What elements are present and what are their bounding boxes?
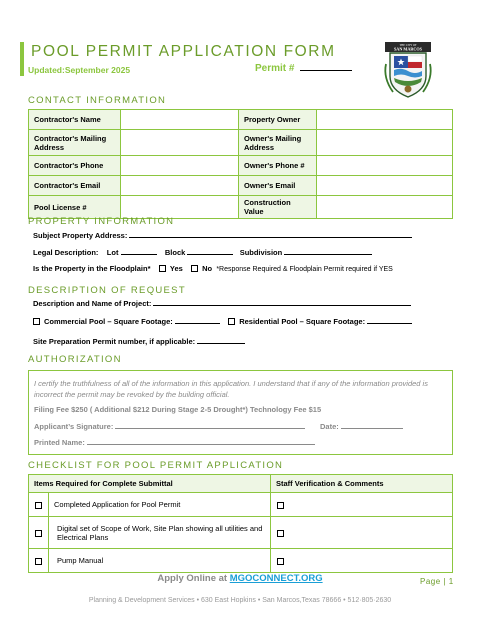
authorization-section-heading: AUTHORIZATION xyxy=(28,354,122,365)
commercial-pool-label: Commercial Pool – Square Footage: xyxy=(44,317,173,326)
item-checkbox-cell xyxy=(29,517,49,549)
floodplain-yes-checkbox[interactable] xyxy=(159,265,166,272)
table-row xyxy=(29,549,453,573)
authorization-box xyxy=(28,370,453,455)
subject-address-row xyxy=(33,231,412,240)
contractor-phone-field[interactable] xyxy=(121,156,239,176)
printed-name-row xyxy=(34,438,447,447)
staff-1-checkbox[interactable] xyxy=(277,502,284,509)
legal-description-label: Legal Description: xyxy=(33,248,99,257)
staff-2-comment-field[interactable] xyxy=(291,517,453,549)
date-label: Date: xyxy=(320,422,339,431)
floodplain-note: *Response Required & Floodplain Permit required if YES xyxy=(216,266,393,273)
lot-label: Lot xyxy=(106,248,119,257)
permit-label: Permit # xyxy=(255,63,295,74)
apply-online xyxy=(0,573,480,584)
apply-text: Apply Online at xyxy=(157,573,228,584)
commercial-sqft-field[interactable] xyxy=(175,317,220,324)
checklist-table xyxy=(28,474,453,573)
contact-table xyxy=(28,109,453,219)
table-row xyxy=(29,517,453,549)
property-owner-label: Property Owner xyxy=(239,110,317,130)
item-1-checkbox[interactable] xyxy=(35,502,42,509)
staff-checkbox-cell xyxy=(271,549,291,573)
checklist-items-header: Items Required for Complete Submittal xyxy=(29,475,271,493)
project-description-field[interactable] xyxy=(153,299,411,306)
table-row xyxy=(29,475,453,493)
owner-email-field[interactable] xyxy=(317,176,453,196)
certification-text: I certify the truthfulness of all of the information in this application. I understand that if any of the information provided is incorrect the permit may be revoked by the building official. xyxy=(34,379,428,399)
floodplain-no-checkbox[interactable] xyxy=(191,265,198,272)
subdivision-field[interactable] xyxy=(284,248,372,255)
subdivision-label: Subdivision xyxy=(239,248,283,257)
checklist-item-2: Digital set of Scope of Work, Site Plan showing all utilities and Electrical Plans xyxy=(49,517,271,549)
staff-3-checkbox[interactable] xyxy=(277,558,284,565)
block-label: Block xyxy=(164,248,186,257)
fee-text: Filing Fee $250 ( Additional $212 During Stage 2-5 Drought*) Technology Fee $15 xyxy=(34,405,322,414)
table-row xyxy=(29,493,453,517)
table-row xyxy=(29,156,453,176)
floodplain-row xyxy=(33,264,393,273)
owner-address-field[interactable] xyxy=(317,130,453,156)
contractor-address-field[interactable] xyxy=(121,130,239,156)
project-description-row xyxy=(33,299,411,308)
site-prep-row xyxy=(33,337,245,346)
updated-value: September 2025 xyxy=(64,65,131,75)
checklist-staff-header: Staff Verification & Comments xyxy=(271,475,453,493)
contractor-name-label: Contractor's Name xyxy=(29,110,121,130)
page-number: Page | 1 xyxy=(420,577,454,586)
footer-address: Planning & Development Services • 630 East Hopkins • San Marcos,Texas 78666 • 512·805·2630 xyxy=(88,597,392,604)
checklist-section-heading: CHECKLIST FOR POOL PERMIT APPLICATION xyxy=(28,460,284,471)
item-2-checkbox[interactable] xyxy=(35,530,42,537)
signature-row xyxy=(34,422,447,431)
floodplain-question: Is the Property in the Floodplain* xyxy=(33,264,151,273)
seal-top-text: THE CITY OF xyxy=(399,44,417,47)
commercial-pool-checkbox[interactable] xyxy=(33,318,40,325)
staff-2-checkbox[interactable] xyxy=(277,530,284,537)
pool-type-row xyxy=(33,317,412,326)
permit-number-field[interactable] xyxy=(300,63,352,71)
signature-field[interactable] xyxy=(115,422,305,429)
owner-address-label: Owner's Mailing Address xyxy=(239,130,317,156)
signature-label: Applicant’s Signature: xyxy=(34,422,114,431)
checklist-item-3: Pump Manual xyxy=(49,549,271,573)
contact-section-heading: CONTACT INFORMATION xyxy=(28,95,167,106)
contractor-email-field[interactable] xyxy=(121,176,239,196)
contractor-phone-label: Contractor's Phone xyxy=(29,156,121,176)
property-owner-field[interactable] xyxy=(317,110,453,130)
residential-sqft-field[interactable] xyxy=(367,317,412,324)
residential-pool-label: Residential Pool – Square Footage: xyxy=(239,317,366,326)
site-prep-field[interactable] xyxy=(197,337,245,344)
contractor-address-label: Contractor's Mailing Address xyxy=(29,130,121,156)
date-field[interactable] xyxy=(341,422,403,429)
staff-checkbox-cell xyxy=(271,517,291,549)
updated-date xyxy=(28,65,130,75)
item-checkbox-cell xyxy=(29,549,49,573)
staff-1-comment-field[interactable] xyxy=(291,493,453,517)
owner-email-label: Owner's Email xyxy=(239,176,317,196)
property-section-heading: PROPERTY INFORMATION xyxy=(28,216,175,227)
floodplain-yes-label: Yes xyxy=(169,264,183,273)
block-field[interactable] xyxy=(187,248,233,255)
contractor-name-field[interactable] xyxy=(121,110,239,130)
lot-field[interactable] xyxy=(121,248,157,255)
construction-value-field[interactable] xyxy=(317,196,453,219)
staff-3-comment-field[interactable] xyxy=(291,549,453,573)
staff-checkbox-cell xyxy=(271,493,291,517)
item-checkbox-cell xyxy=(29,493,49,517)
request-section-heading: DESCRIPTION OF REQUEST xyxy=(28,285,186,296)
subject-address-label: Subject Property Address: xyxy=(33,231,128,240)
pool-license-label: Pool License # xyxy=(29,196,121,219)
updated-label: Updated: xyxy=(28,65,65,75)
table-row xyxy=(29,176,453,196)
printed-name-label: Printed Name: xyxy=(34,438,85,447)
city-seal-logo xyxy=(381,42,435,100)
apply-link[interactable]: MGOCONNECT.ORG xyxy=(229,573,323,584)
permit-number xyxy=(255,63,352,74)
checklist-item-1: Completed Application for Pool Permit xyxy=(49,493,271,517)
owner-phone-label: Owner's Phone # xyxy=(239,156,317,176)
subject-address-field[interactable] xyxy=(129,231,412,238)
table-row xyxy=(29,110,453,130)
item-3-checkbox[interactable] xyxy=(35,558,42,565)
site-prep-label: Site Preparation Permit number, if applicable: xyxy=(33,337,196,346)
contractor-email-label: Contractor's Email xyxy=(29,176,121,196)
printed-name-field[interactable] xyxy=(87,438,315,445)
floodplain-no-label: No xyxy=(202,264,213,273)
construction-value-label: Construction Value xyxy=(239,196,317,219)
residential-pool-checkbox[interactable] xyxy=(228,318,235,325)
seal-city-text: SAN MARCOS xyxy=(393,46,423,52)
legal-description-row xyxy=(33,248,372,257)
page-title: POOL PERMIT APPLICATION FORM xyxy=(31,43,336,60)
owner-phone-field[interactable] xyxy=(317,156,453,176)
table-row xyxy=(29,130,453,156)
project-description-label: Description and Name of Project: xyxy=(33,299,152,308)
